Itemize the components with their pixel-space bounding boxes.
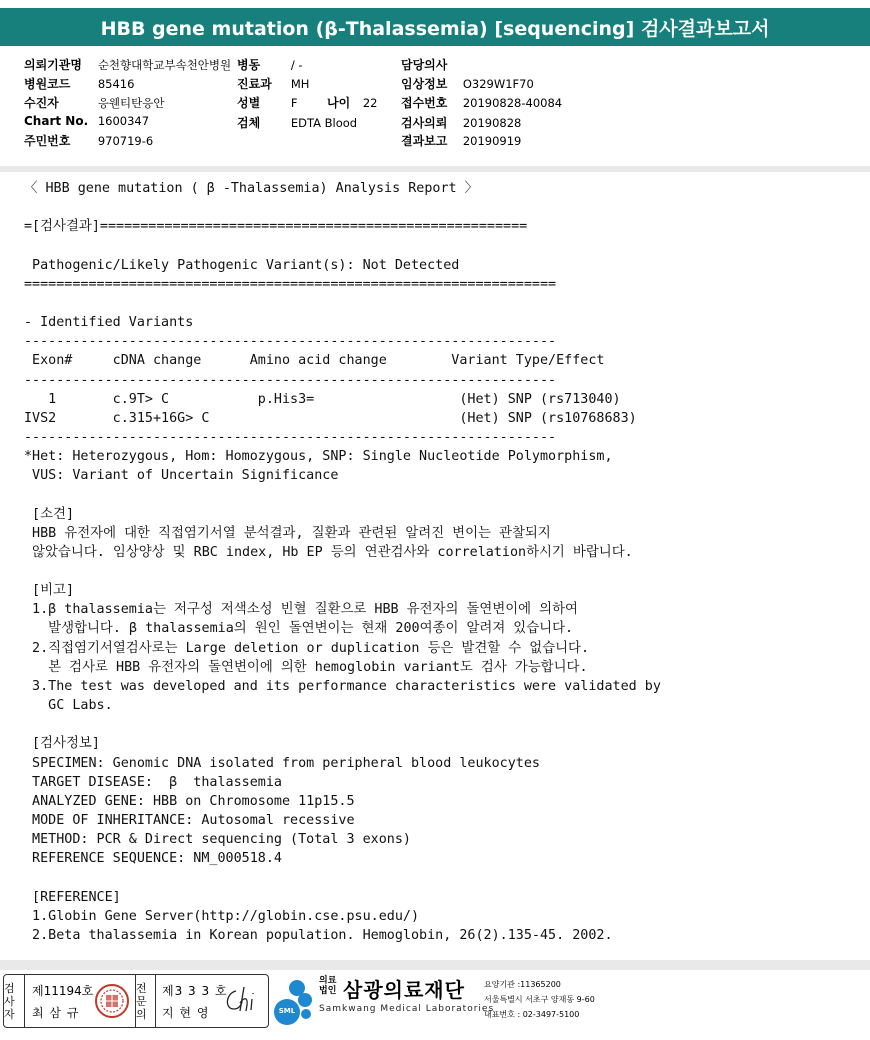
- report-body: [0, 172, 870, 960]
- report-line: Exon# cDNA change Amino acid change Variant Type/Effect: [24, 353, 605, 369]
- examiner-license-no: 제11194호: [32, 984, 94, 998]
- report-line: TARGET DISEASE: β thalassemia: [24, 774, 282, 790]
- info-label: 접수번호: [401, 96, 448, 110]
- report-line: SPECIMEN: Genomic DNA isolated from peripheral blood leukocytes: [24, 755, 540, 771]
- report-line: 2.Beta thalassemia in Korean population. Hemoglobin, 26(2).135-45. 2002.: [24, 927, 613, 943]
- report-line: [소견]: [24, 506, 75, 522]
- info-label: 임상정보: [401, 77, 448, 91]
- info-label: 주민번호: [24, 134, 71, 148]
- logo-text: SML: [278, 1007, 296, 1015]
- info-row-request-date: [401, 114, 521, 131]
- footer: [0, 970, 870, 1040]
- sml-logo-icon: [272, 976, 318, 1026]
- report-line: [REFERENCE]: [24, 889, 121, 905]
- info-row-doctor: [401, 56, 459, 73]
- info-label: 담당의사: [401, 58, 448, 72]
- report-line: ------------------------------------------------------------------: [24, 429, 557, 445]
- info-value: 순천향대학교부속천안병원: [97, 58, 232, 72]
- info-label: Chart No.: [24, 114, 89, 128]
- report-line: 본 검사로 HBB 유전자의 돌연변이에 의한 hemoglobin variant도 검사 가능합니다.: [24, 659, 588, 675]
- info-row-hospital-code: [24, 75, 134, 92]
- report-line: ------------------------------------------------------------------: [24, 334, 557, 350]
- info-label: 나이: [327, 96, 351, 110]
- info-value: F: [290, 96, 298, 110]
- info-label: 진료과: [237, 77, 272, 91]
- org-detail-phone: 대표번호 : 02-3497-5100: [484, 1010, 580, 1019]
- report-line: METHOD: PCR & Direct sequencing (Total 3 exons): [24, 832, 411, 848]
- report-line: *Het: Heterozygous, Hom: Homozygous, SNP: Single Nucleotide Polymorphism,: [24, 449, 613, 465]
- signature-box: [3, 974, 269, 1028]
- info-label: 결과보고: [401, 134, 448, 148]
- report-line: HBB 유전자에 대한 직접염기서열 분석결과, 질환과 관련된 알려진 변이는 관찰되지: [24, 525, 551, 541]
- specialist-license-no: 제3 3 3 호: [162, 984, 228, 998]
- info-row-institution: [24, 56, 231, 73]
- info-value: 20190919: [462, 134, 522, 148]
- info-row-sex: [237, 94, 297, 111]
- info-value: O329W1F70: [462, 77, 534, 91]
- info-value: / -: [290, 58, 303, 72]
- report-line: 3.The test was developed and its performance characteristics were validated by: [24, 678, 661, 694]
- info-label: 성별: [237, 96, 261, 110]
- org-detail-address: 서울특별시 서초구 양재동 9-60: [484, 995, 595, 1004]
- org-name: 삼광의료재단: [343, 978, 465, 1002]
- signature-icon: [222, 983, 262, 1019]
- examiner-vertical-label: 검사자: [4, 981, 15, 1021]
- report-line: 1.Globin Gene Server(http://globin.cse.psu.edu/): [24, 908, 420, 924]
- divider: [155, 975, 156, 1027]
- report-line: 1 c.9T> C p.His3= (Het) SNP (rs713040): [24, 391, 621, 407]
- info-row-chart-no: [24, 114, 149, 128]
- info-row-report-date: [401, 132, 521, 149]
- report-line: 1.β thalassemia는 저구성 저색소성 빈혈 질환으로 HBB 유전자의 돌연변이에 의하여: [24, 602, 578, 618]
- info-value: EDTA Blood: [290, 116, 358, 130]
- report-line: [검사정보]: [24, 736, 100, 752]
- info-value: 20190828: [462, 116, 522, 130]
- seal-stamp-icon: [94, 983, 130, 1019]
- org-detail-institution-code: 요양기관 :11365200: [484, 980, 561, 989]
- info-label: 수진자: [24, 96, 59, 110]
- divider-strip: [0, 960, 870, 970]
- patient-info-panel: [0, 50, 870, 168]
- info-row-resident-no: [24, 132, 153, 149]
- report-line: [비고]: [24, 583, 75, 599]
- info-value: MH: [290, 77, 310, 91]
- report-line: 2.직접염기서열검사로는 Large deletion or duplication 등은 발견할 수 없습니다.: [24, 640, 590, 656]
- info-label: 검사의뢰: [401, 116, 448, 130]
- org-prefix: 의료법인: [319, 976, 337, 996]
- report-line: 발생합니다. β thalassemia의 원인 돌연변이는 현재 200여종이 알려져 있습니다.: [24, 621, 574, 637]
- info-row-receipt-no: [401, 94, 562, 111]
- info-row-specimen: [237, 114, 357, 131]
- info-value: 22: [362, 96, 378, 110]
- examiner-name: 최 삼 규: [32, 1006, 80, 1020]
- report-line: VUS: Variant of Uncertain Significance: [24, 468, 339, 484]
- report-line: REFERENCE SEQUENCE: NM_000518.4: [24, 851, 282, 867]
- report-line: ANALYZED GENE: HBB on Chromosome 11p15.5: [24, 793, 355, 809]
- report-line: ------------------------------------------------------------------: [24, 372, 557, 388]
- info-row-clinical-info: [401, 75, 534, 92]
- divider: [24, 975, 25, 1027]
- org-english-name: Samkwang Medical Laboratories: [319, 1004, 495, 1014]
- info-row-patient: [24, 94, 164, 111]
- info-value: 응웬티탄응안: [97, 96, 165, 110]
- info-value: 85416: [97, 77, 135, 91]
- info-value: 20190828-40084: [462, 96, 563, 110]
- report-line: MODE OF INHERITANCE: Autosomal recessive: [24, 812, 355, 828]
- info-value: 1600347: [97, 114, 150, 128]
- report-line: Pathogenic/Likely Pathogenic Variant(s): Not Detected: [24, 257, 460, 273]
- report-line: IVS2 c.315+16G> C (Het) SNP (rs10768683): [24, 410, 637, 426]
- info-row-ward: [237, 56, 303, 73]
- info-label: 의뢰기관명: [24, 58, 82, 72]
- info-label: 검체: [237, 116, 261, 130]
- info-row-age: [327, 94, 377, 111]
- report-line: =[검사결과]=====================================================: [24, 219, 528, 235]
- report-line: 〈 HBB gene mutation ( β -Thalassemia) Analysis Report 〉: [24, 181, 479, 196]
- specialist-name: 지 현 영: [162, 1006, 210, 1020]
- specialist-vertical-label: 전문의: [136, 981, 147, 1021]
- report-line: - Identified Variants: [24, 315, 194, 331]
- info-label: 병동: [237, 58, 261, 72]
- report-line: GC Labs.: [24, 698, 113, 714]
- report-line: 않았습니다. 임상양상 및 RBC index, Hb EP 등의 연관검사와 correlation하시기 바랍니다.: [24, 544, 633, 560]
- report-title: HBB gene mutation (β-Thalassemia) [sequencing] 검사결과보고서: [0, 8, 870, 46]
- info-value: 970719-6: [97, 134, 154, 148]
- report-line: ==================================================================: [24, 276, 557, 292]
- info-label: 병원코드: [24, 77, 71, 91]
- info-row-department: [237, 75, 309, 92]
